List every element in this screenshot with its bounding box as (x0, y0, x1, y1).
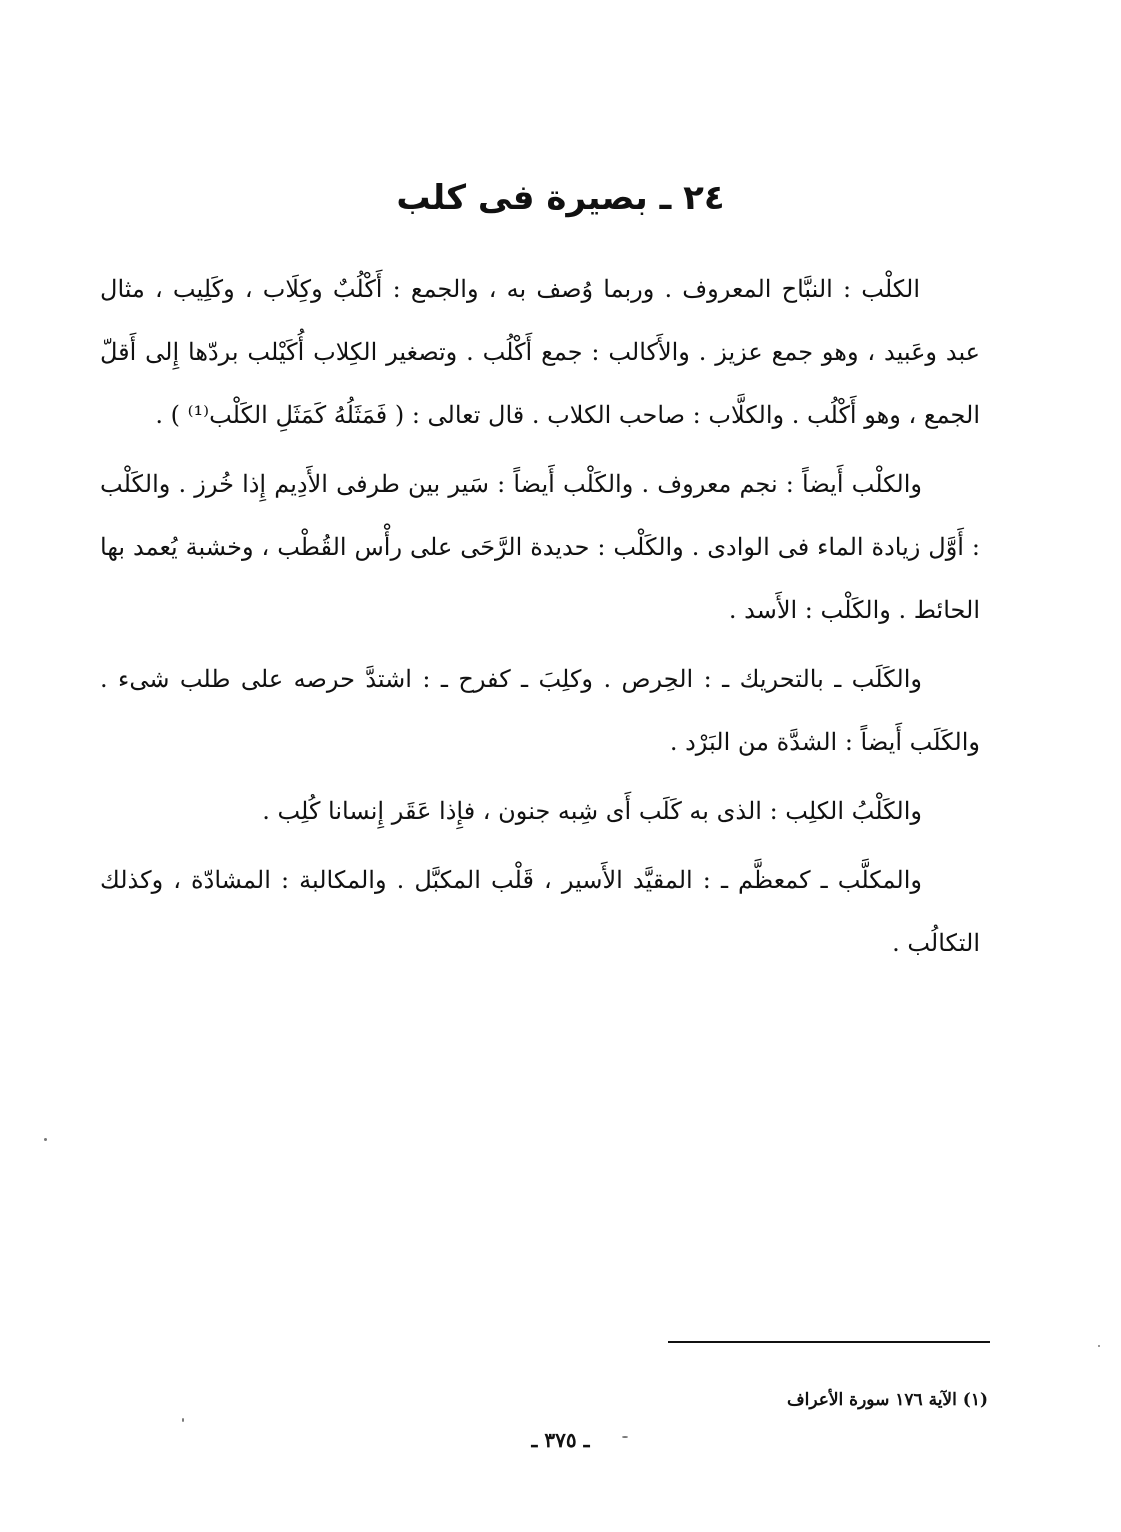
section-title: ٢٤ ـ بصيرة فى كلب (396, 178, 725, 218)
paragraph-3: والكَلَب ـ بالتحريك ـ : الحِرص . وكلِبَ ـ كفرح ـ : اشتدَّ حرصه على طلب شىء . والكَلَب أَيضاً : الشدَّة من البَرْد . (100, 665, 980, 756)
scan-speck (44, 1138, 47, 1141)
body-text (100, 258, 980, 981)
scan-speck (182, 1418, 184, 1422)
footnote-divider (668, 1341, 990, 1343)
scan-speck (622, 1436, 628, 1438)
page-number: ـ ٣٧٥ ـ (531, 1428, 590, 1452)
scan-speck (1098, 1345, 1100, 1347)
paragraph-2: والكلْب أَيضاً : نجم معروف . والكَلْب أَيضاً : سَير بين طرفى الأَدِيم إِذا خُرز . والكَلْب : أَوَّل زيادة الماء فى الوادى . والكَلْب : حديدة الرَّحَى على رأْس القُطْب ، وخشبة يُعمد بها الحائط . والكَلْب : الأَسد . (100, 470, 980, 624)
paragraph-1: الكلْب : النبَّاح المعروف . وربما وُصف به ، والجمع : أَكْلُبٌ وكِلَاب ، وكَلِيب ، مثال عبد وعَبيد ، وهو جمع عزيز . والأَكالب : جمع أَكْلُب . وتصغير الكِلاب أُكَيْلب بردّها إِلى أَقلّ الجمع ، وهو أَكْلُب . والكلَّاب : صاحب الكلاب . قال تعالى : ( فَمَثَلُهُ كَمَثَلِ الكَلْب⁽¹⁾ ) . (100, 275, 980, 429)
footnote: (١) الآية ١٧٦ سورة الأعراف (786, 1390, 988, 1410)
paragraph-5: والمكلَّب ـ كمعظَّم ـ : المقيَّد الأَسير ، قَلْب المكبَّل . والمكالبة : المشادّة ، وكذلك التكالُب . (100, 866, 980, 957)
paragraph-4: والكَلْبُ الكلِب : الذى به كَلَب أَى شِبه جنون ، فإِذا عَقَر إِنسانا كُلِب . (262, 797, 922, 825)
